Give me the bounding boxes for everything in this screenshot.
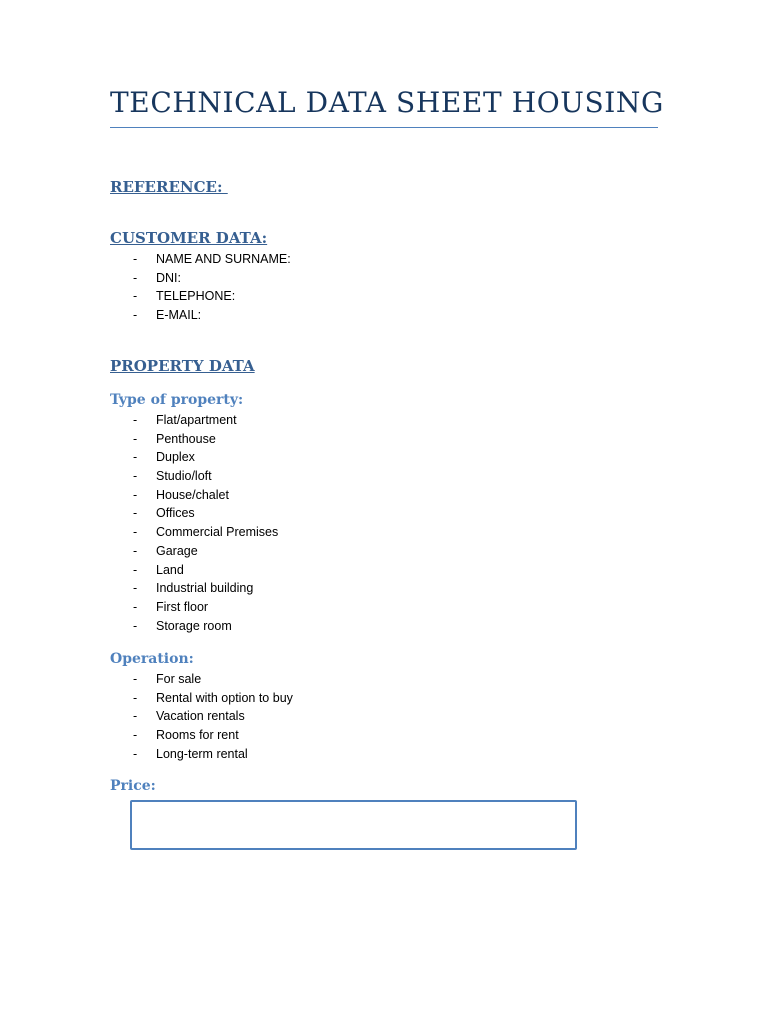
bullet-dash: - (133, 308, 138, 323)
property-type-option: House/chalet (156, 487, 229, 502)
operation-option: For sale (156, 672, 202, 686)
property-type-option: Flat/apartment (156, 413, 237, 427)
document-title: TECHNICAL DATA SHEET HOUSING (110, 86, 664, 119)
operation-heading: Operation: (110, 651, 194, 667)
bullet-dash: - (133, 728, 138, 743)
bullet-dash: - (133, 506, 138, 521)
bullet-dash: - (133, 450, 138, 465)
customer-data-heading: CUSTOMER DATA: (110, 229, 268, 247)
operation-option: Rooms for rent (156, 728, 239, 743)
bullet-dash: - (133, 270, 138, 285)
price-field-box[interactable] (130, 800, 577, 850)
property-type-option: Storage room (156, 618, 232, 633)
customer-telephone-label: TELEPHONE: (156, 289, 236, 304)
title-underline (110, 127, 658, 128)
bullet-dash: - (133, 690, 138, 705)
property-type-option: First floor (156, 599, 209, 614)
property-type-option: Garage (156, 543, 198, 558)
property-type-option: Studio/loft (156, 469, 212, 484)
property-type-option: Duplex (156, 450, 195, 465)
bullet-dash: - (133, 413, 138, 427)
bullet-dash: - (133, 289, 138, 304)
operation-option: Vacation rentals (156, 709, 245, 724)
property-data-heading: PROPERTY DATA (110, 357, 255, 375)
bullet-dash: - (133, 599, 138, 614)
property-type-option: Offices (156, 506, 195, 521)
bullet-dash: - (133, 487, 138, 502)
operation-option: Rental with option to buy (156, 690, 293, 705)
bullet-dash: - (133, 525, 138, 540)
bullet-dash: - (133, 543, 138, 558)
bullet-dash: - (133, 562, 138, 577)
bullet-dash: - (133, 618, 138, 633)
property-type-heading: Type of property: (110, 392, 244, 408)
bullet-dash: - (133, 469, 138, 484)
operation-option: Long-term rental (156, 746, 248, 761)
customer-name-label: NAME AND SURNAME: (156, 252, 291, 266)
bullet-dash: - (133, 581, 138, 596)
bullet-dash: - (133, 709, 138, 724)
bullet-dash: - (133, 252, 138, 266)
customer-email-label: E-MAIL: (156, 308, 202, 323)
customer-dni-label: DNI: (156, 270, 181, 285)
property-type-option: Industrial building (156, 581, 254, 596)
property-type-option: Commercial Premises (156, 525, 279, 540)
property-type-option: Penthouse (156, 431, 216, 446)
reference-heading: REFERENCE: (110, 178, 228, 196)
bullet-dash: - (133, 672, 138, 686)
price-heading: Price: (110, 778, 156, 794)
bullet-dash: - (133, 746, 138, 761)
property-type-option: Land (156, 562, 184, 577)
bullet-dash: - (133, 431, 138, 446)
